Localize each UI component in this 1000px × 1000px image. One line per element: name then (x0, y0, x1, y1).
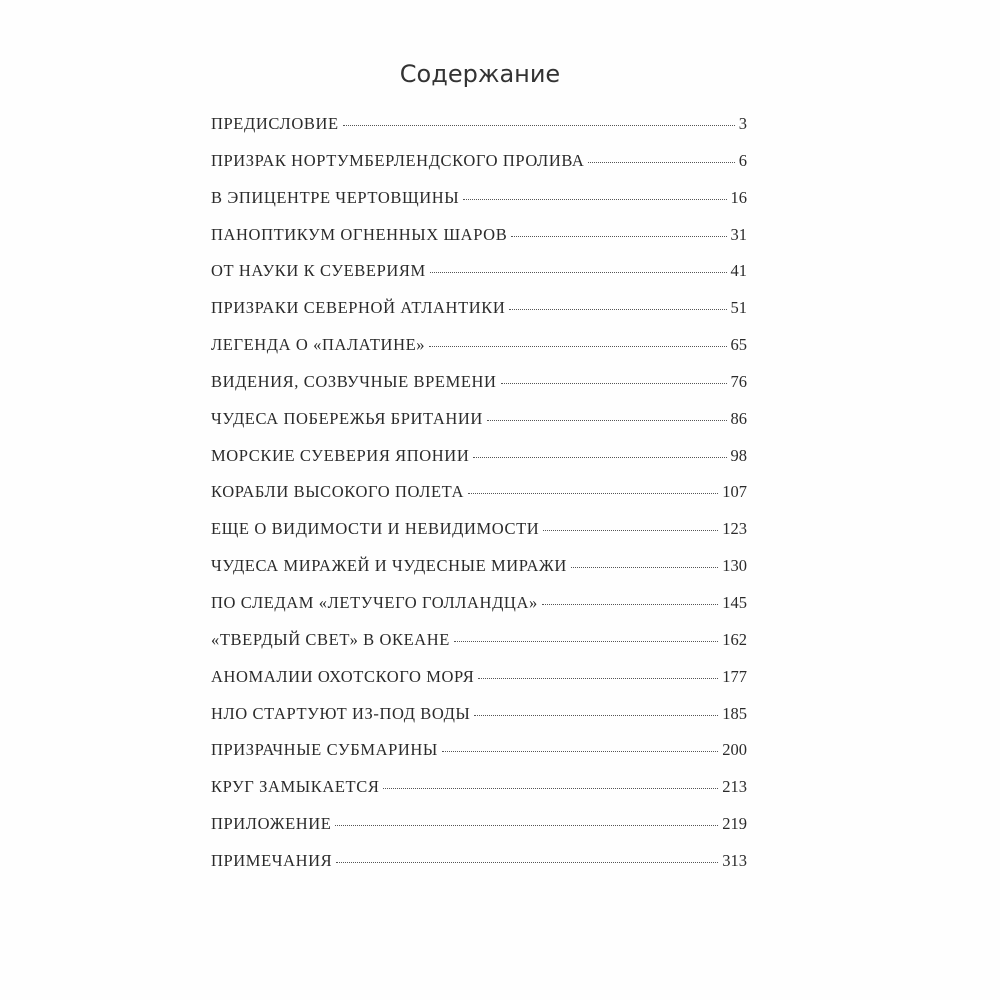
toc-entry-page-number: 130 (722, 556, 747, 576)
dot-leader (588, 162, 734, 163)
dot-leader (571, 567, 718, 568)
toc-entry (211, 188, 747, 225)
toc-entry-page-number: 98 (730, 445, 747, 465)
dot-leader (468, 493, 718, 494)
toc-entry (211, 519, 747, 556)
toc-entry-page-number: 123 (722, 519, 747, 539)
toc-entry-page-number: 6 (738, 150, 747, 170)
dot-leader (383, 788, 718, 789)
toc-entry-title: ПРЕДИСЛОВИЕ (211, 114, 339, 133)
toc-entry-title: НЛО СТАРТУЮТ ИЗ-ПОД ВОДЫ (211, 703, 471, 723)
toc-entry-page-number: 313 (722, 850, 747, 870)
dot-leader (478, 678, 718, 679)
toc-entry-page-number: 16 (730, 187, 747, 207)
toc-entry (211, 409, 747, 446)
toc-entry (211, 372, 747, 409)
toc-entry-page-number: 145 (722, 592, 747, 612)
toc-entry (211, 740, 747, 777)
toc-entry (211, 556, 747, 593)
toc-entry-title: «ТВЕРДЫЙ СВЕТ» В ОКЕАНЕ (211, 629, 450, 649)
dot-leader (454, 641, 718, 642)
dot-leader (474, 715, 718, 716)
toc-entry-page-number: 3 (738, 114, 747, 133)
toc-entry-page-number: 76 (730, 371, 747, 391)
toc-entry-page-number: 177 (722, 666, 747, 686)
dot-leader (336, 862, 718, 863)
toc-entry-title: В ЭПИЦЕНТРЕ ЧЕРТОВЩИНЫ (211, 187, 460, 207)
toc-entry-page-number: 162 (722, 629, 747, 649)
toc-entry-title: КРУГ ЗАМЫКАЕТСЯ (211, 777, 380, 797)
toc-entry-title: ПРИЗРАКИ СЕВЕРНОЙ АТЛАНТИКИ (211, 298, 506, 318)
toc-entry (211, 151, 747, 188)
toc-entry-page-number: 65 (730, 335, 747, 355)
dot-leader (511, 236, 726, 237)
toc-entry-page-number: 31 (730, 224, 747, 244)
toc-entry-page-number: 107 (722, 482, 747, 502)
toc-entry-title: ЧУДЕСА ПОБЕРЕЖЬЯ БРИТАНИИ (211, 408, 483, 428)
toc-entry-page-number: 41 (730, 261, 747, 281)
toc-entry (211, 261, 747, 298)
dot-leader (430, 272, 727, 273)
toc-entry-title: КОРАБЛИ ВЫСОКОГО ПОЛЕТА (211, 482, 465, 502)
toc-entry-title: ПРИЗРАЧНЫЕ СУБМАРИНЫ (211, 740, 438, 760)
toc-entry-title: ЕЩЕ О ВИДИМОСТИ И НЕВИДИМОСТИ (211, 519, 540, 539)
toc-entry (211, 298, 747, 335)
toc-entry (211, 630, 747, 667)
toc-entry-title: ПРИЛОЖЕНИЕ (211, 814, 332, 834)
toc-entry-title: ЛЕГЕНДА О «ПАЛАТИНЕ» (211, 335, 426, 355)
toc-entry (211, 225, 747, 262)
toc-entry (211, 335, 747, 372)
dot-leader (501, 383, 727, 384)
toc-entry-page-number: 185 (722, 703, 747, 723)
toc-entry-page-number: 213 (722, 777, 747, 797)
dot-leader (543, 530, 718, 531)
toc-entry-page-number: 200 (722, 740, 747, 760)
toc-entry-title: ПАНОПТИКУМ ОГНЕННЫХ ШАРОВ (211, 224, 508, 244)
dot-leader (429, 346, 726, 347)
toc-entry-title: ЧУДЕСА МИРАЖЕЙ И ЧУДЕСНЫЕ МИРАЖИ (211, 556, 567, 576)
table-of-contents (211, 114, 747, 888)
toc-entry-page-number: 86 (730, 408, 747, 428)
toc-entry-page-number: 219 (722, 814, 747, 834)
dot-leader (442, 751, 718, 752)
toc-entry (211, 482, 747, 519)
toc-entry (211, 114, 747, 151)
toc-entry-title: ОТ НАУКИ К СУЕВЕРИЯМ (211, 261, 426, 281)
toc-entry (211, 851, 747, 888)
dot-leader (463, 199, 726, 200)
toc-entry (211, 667, 747, 704)
toc-entry-title: ПО СЛЕДАМ «ЛЕТУЧЕГО ГОЛЛАНДЦА» (211, 592, 538, 612)
toc-entry-title: ПРИМЕЧАНИЯ (211, 850, 333, 870)
toc-entry-title: АНОМАЛИИ ОХОТСКОГО МОРЯ (211, 666, 475, 686)
toc-entry (211, 593, 747, 630)
dot-leader (335, 825, 718, 826)
dot-leader (542, 604, 718, 605)
toc-entry-title: МОРСКИЕ СУЕВЕРИЯ ЯПОНИИ (211, 445, 470, 465)
toc-entry (211, 814, 747, 851)
toc-entry-title: ПРИЗРАК НОРТУМБЕРЛЕНДСКОГО ПРОЛИВА (211, 150, 585, 170)
dot-leader (487, 420, 727, 421)
page-title: Содержание (399, 60, 561, 88)
toc-entry-title: ВИДЕНИЯ, СОЗВУЧНЫЕ ВРЕМЕНИ (211, 371, 497, 391)
dot-leader (473, 457, 726, 458)
toc-entry-page-number: 51 (730, 298, 747, 318)
dot-leader (509, 309, 726, 310)
toc-entry (211, 777, 747, 814)
toc-entry (211, 704, 747, 741)
dot-leader (343, 125, 735, 126)
toc-entry (211, 446, 747, 483)
